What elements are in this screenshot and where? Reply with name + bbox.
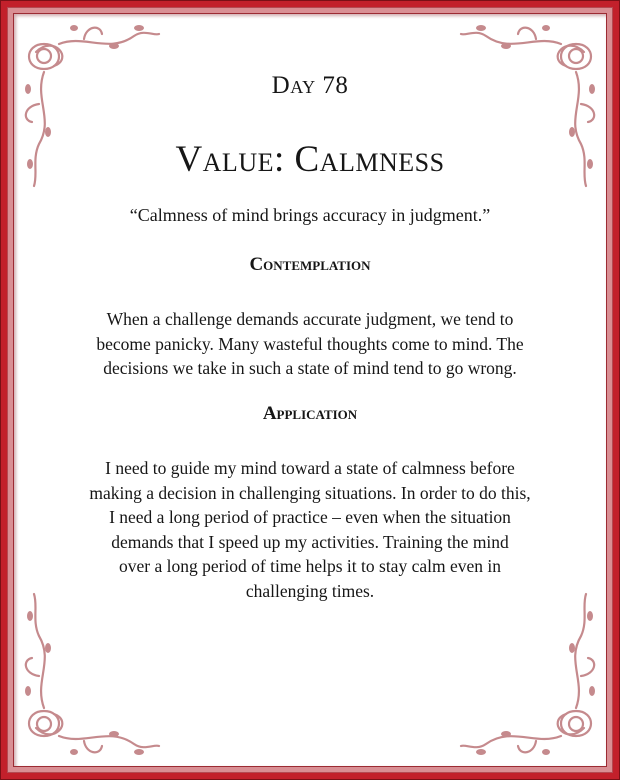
contemplation-text bbox=[40, 307, 580, 381]
application-text bbox=[40, 456, 580, 603]
application-line: over a long period of time helps it to stay calm even in bbox=[119, 556, 501, 576]
quote: “Calmness of mind brings accuracy in judgment.” bbox=[129, 205, 491, 225]
contemplation-heading: Contemplation bbox=[249, 254, 371, 275]
application-line: making a decision in challenging situations. In order to do this, bbox=[89, 482, 531, 503]
page-paper bbox=[13, 13, 607, 767]
application-line: I need to guide my mind toward a state of calmness before bbox=[105, 458, 515, 478]
frame-border bbox=[7, 7, 613, 773]
application-line: challenging times. bbox=[245, 580, 375, 601]
application-heading: Application bbox=[262, 403, 358, 424]
application-line: demands that I speed up my activities. Training the mind bbox=[111, 531, 509, 552]
application-line: I need a long period of practice – even when the situation bbox=[109, 507, 511, 527]
contemplation-line: become panicky. Many wasteful thoughts come to mind. The bbox=[96, 333, 524, 354]
contemplation-line: decisions we take in such a state of mind tend to go wrong. bbox=[103, 358, 517, 378]
contemplation-line: When a challenge demands accurate judgment, we tend to bbox=[106, 309, 514, 329]
value-title: Value: Calmness bbox=[175, 139, 445, 180]
day-number: Day 78 bbox=[271, 72, 349, 99]
